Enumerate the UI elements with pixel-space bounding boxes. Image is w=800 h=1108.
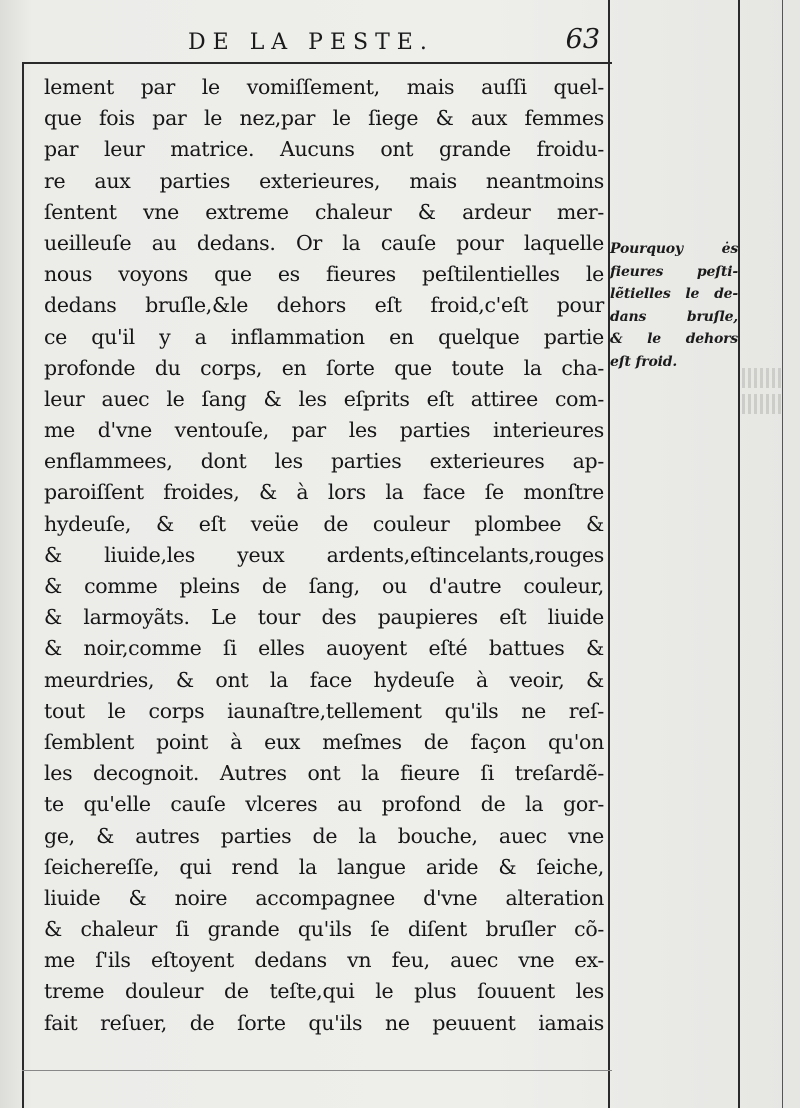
text-line: fait reſuer, de ſorte qu'ils ne peuuent iamais [44,1010,604,1035]
text-line: ce qu'il y a inflammation en quelque partie [44,324,604,349]
margin-note-line: eſt froid. [610,353,677,370]
page-number: 63 [565,24,600,55]
text-line: me d'vne ventouſe, par les parties interieures [44,418,604,443]
show-through-mark [742,394,782,414]
page-header [40,24,600,66]
text-line: re aux parties exterieures, mais neantmoins [44,168,604,193]
text-line: & liuide,les yeux ardents,eſtincelants,rouges [44,542,604,567]
text-line: paroiſſent froides, & à lors la face ſe monſtre [44,480,604,505]
text-line: nous voyons que es fieures peſtilentielles le [44,262,604,287]
margin-rule [608,0,610,1108]
text-line: me ſ'ils eſtoyent dedans vn feu, auec vne ex- [44,948,604,973]
margin-note [610,238,738,373]
left-rule [22,62,24,1108]
margin-note-line: lẽtielles le de- [610,286,738,302]
text-line: par leur matrice. Aucuns ont grande froidu- [44,137,604,162]
text-line: que fois par le nez,par le ſiege & aux femmes [44,106,604,131]
text-line: treme douleur de teſte,qui le plus ſouuent les [44,979,604,1004]
running-head: DE LA PESTE. [188,30,434,55]
text-line: liuide & noire accompagnee d'vne alteration [44,885,604,910]
margin-note-line: fieures peſti- [610,263,738,280]
text-line: ge, & autres parties de la bouche, auec vne [44,823,604,848]
text-line: & chaleur ſi grande qu'ils ſe diſent bruſler cõ- [44,917,604,942]
text-line: te qu'elle cauſe vlceres au profond de la gor- [44,792,604,817]
margin-note-line: dans bruſle, [610,308,738,325]
text-line: hydeuſe, & eſt veüe de couleur plombee & [44,511,604,536]
text-line: & noir,comme ſi elles auoyent eſté battues & [44,636,604,661]
text-line: ſeichereſſe, qui rend la langue aride & ſeiche, [44,854,604,879]
margin-note-line: & le dehors [610,331,738,347]
body-text [44,72,604,1039]
text-line: meurdries, & ont la face hydeuſe à veoir, & [44,667,604,692]
text-line: leur auec le ſang & les eſprits eſt attiree com- [44,386,604,411]
text-line: ſemblent point à eux meſmes de façon qu'on [44,729,604,754]
text-line: ſentent vne extreme chaleur & ardeur mer- [44,199,604,224]
edge-rule [782,0,783,1108]
text-line: les decognoit. Autres ont la fieure ſi treſardẽ- [44,761,604,786]
text-line: enflammees, dont les parties exterieures ap- [44,449,604,474]
text-line: & comme pleins de ſang, ou d'autre couleur, [44,574,604,598]
text-line: lement par le vomiſſement, mais auſſi quel- [44,75,604,99]
margin-note-line: Pourquoy ės [610,241,738,257]
text-line: ueilleuſe au dedans. Or la cauſe pour laquelle [44,230,604,255]
bottom-rule [22,1070,612,1071]
outer-rule [738,0,740,1108]
text-line: tout le corps iaunaſtre,tellement qu'ils ne reſ- [44,698,604,723]
text-line: profonde du corps, en ſorte que toute la cha- [44,355,604,380]
show-through-smudge [742,368,782,428]
show-through-mark [742,368,782,388]
text-line: dedans bruſle,&le dehors eſt froid,c'eſt pour [44,293,604,318]
text-line: & larmoyãts. Le tour des paupieres eſt liuide [44,605,604,630]
